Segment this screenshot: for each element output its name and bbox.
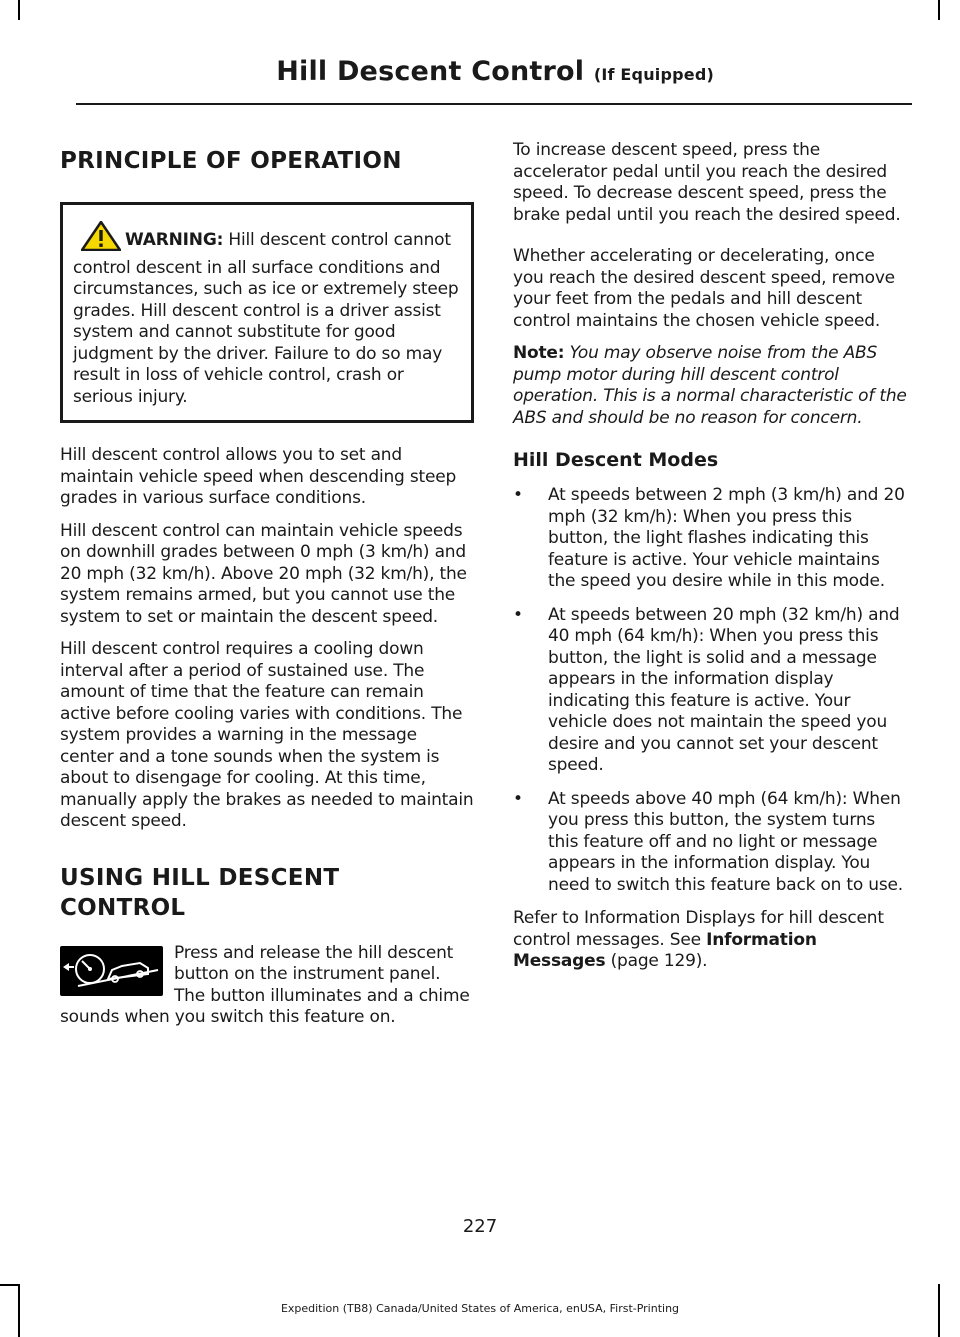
warning-paragraph [73, 221, 461, 408]
list-item-text: At speeds above 40 mph (64 km/h): When you press this button, the system turns this feature off and no light or message appears in the information display. You need to switch this feature back on to use. [548, 788, 903, 895]
section-heading-using [60, 863, 474, 923]
right-column [513, 140, 908, 984]
note-paragraph [513, 343, 908, 429]
bullet: • [513, 788, 523, 809]
section-heading-line: CONTROL [60, 894, 186, 921]
modes-list [513, 485, 908, 896]
subsection-heading-modes: Hill Descent Modes [513, 449, 719, 471]
paragraph: Hill descent control requires a cooling down interval after a period of sustained use. The amount of time that the feature can remain active before cooling varies with conditions. The system provides a warning in the message center and a tone sounds when the system is about to disengage for cooling. At this time, manually apply the brakes as needed to maintain descent speed. [60, 639, 474, 831]
list-item-text: At speeds between 2 mph (3 km/h) and 20 mph (32 km/h): When you press this button, the light flashes indicating this feature is active. Your vehicle maintains the speed you desire while in this mode. [548, 485, 905, 591]
page-number: 227 [462, 1216, 498, 1237]
list-item-text: At speeds between 20 mph (32 km/h) and 40 mph (64 km/h): When you press this button, the light is solid and a message appears in the information display indicating this feature is active. Your vehicle does not maintain the speed you desire and you cannot set your descent speed. [548, 604, 900, 775]
list-item [513, 485, 908, 593]
list-item [513, 605, 908, 777]
hill-descent-instruction [60, 943, 474, 1029]
footer-text: Expedition (TB8) Canada/United States of America, enUSA, First-Printing [280, 1302, 680, 1315]
warning-text: Hill descent control cannot control descent in all surface conditions and circumstances, such as ice or extremely steep grades. Hill descent control is a driver assist system and cannot substitute for good judgment by the driver. Failure to do so may result in loss of vehicle control, crash or serious injury. [73, 230, 459, 407]
information-messages-link[interactable]: Information Messages [513, 929, 817, 971]
hill-descent-button-icon [60, 946, 163, 996]
bullet: • [513, 604, 523, 625]
page-title: Hill Descent Control (If Equipped) [276, 56, 714, 87]
crop-mark-top-left [18, 0, 20, 20]
warning-triangle-icon [81, 221, 121, 258]
warning-label: WARNING: [125, 230, 224, 250]
crop-mark-top-right [938, 0, 940, 20]
refer-text: Refer to Information Displays for hill descent control messages. See [513, 908, 884, 950]
crop-mark-bottom-left-h [0, 1284, 20, 1286]
section-heading-line: USING HILL DESCENT [60, 864, 340, 891]
paragraph: Hill descent control allows you to set and maintain vehicle speed when descending steep grades in various surface conditions. [60, 445, 457, 508]
paragraph: Hill descent control can maintain vehicle speeds on downhill grades between 0 mph (3 km/h) and 20 mph (32 km/h). Above 20 mph (32 km/h), the system remains armed, but you cannot use the system to set or maintain the descent speed. [60, 520, 467, 627]
note-label: Note: [513, 343, 565, 363]
refer-page: (page 129). [605, 951, 708, 971]
refer-paragraph [513, 908, 908, 973]
list-item [513, 789, 908, 897]
bullet: • [513, 485, 523, 505]
page-title-qualifier: (If Equipped) [593, 65, 714, 84]
note-text: You may observe noise from the ABS pump motor during hill descent control operation. This is a normal characteristic of the ABS and should be no reason for concern. [513, 343, 907, 428]
paragraph: Whether accelerating or decelerating, once you reach the desired descent speed, remove your feet from the pedals and hill descent control maintains the chosen vehicle speed. [513, 246, 895, 331]
paragraph: To increase descent speed, press the accelerator pedal until you reach the desired speed. To decrease descent speed, press the brake pedal until you reach the desired speed. [513, 140, 901, 225]
left-column [60, 140, 474, 1040]
header-rule [76, 103, 912, 105]
section-heading-principle: PRINCIPLE OF OPERATION [60, 148, 402, 174]
warning-box [60, 202, 474, 423]
paragraph: Press and release the hill descent button on the instrument panel. The button illuminates and a chime sounds when you switch this feature on. [60, 942, 470, 1027]
